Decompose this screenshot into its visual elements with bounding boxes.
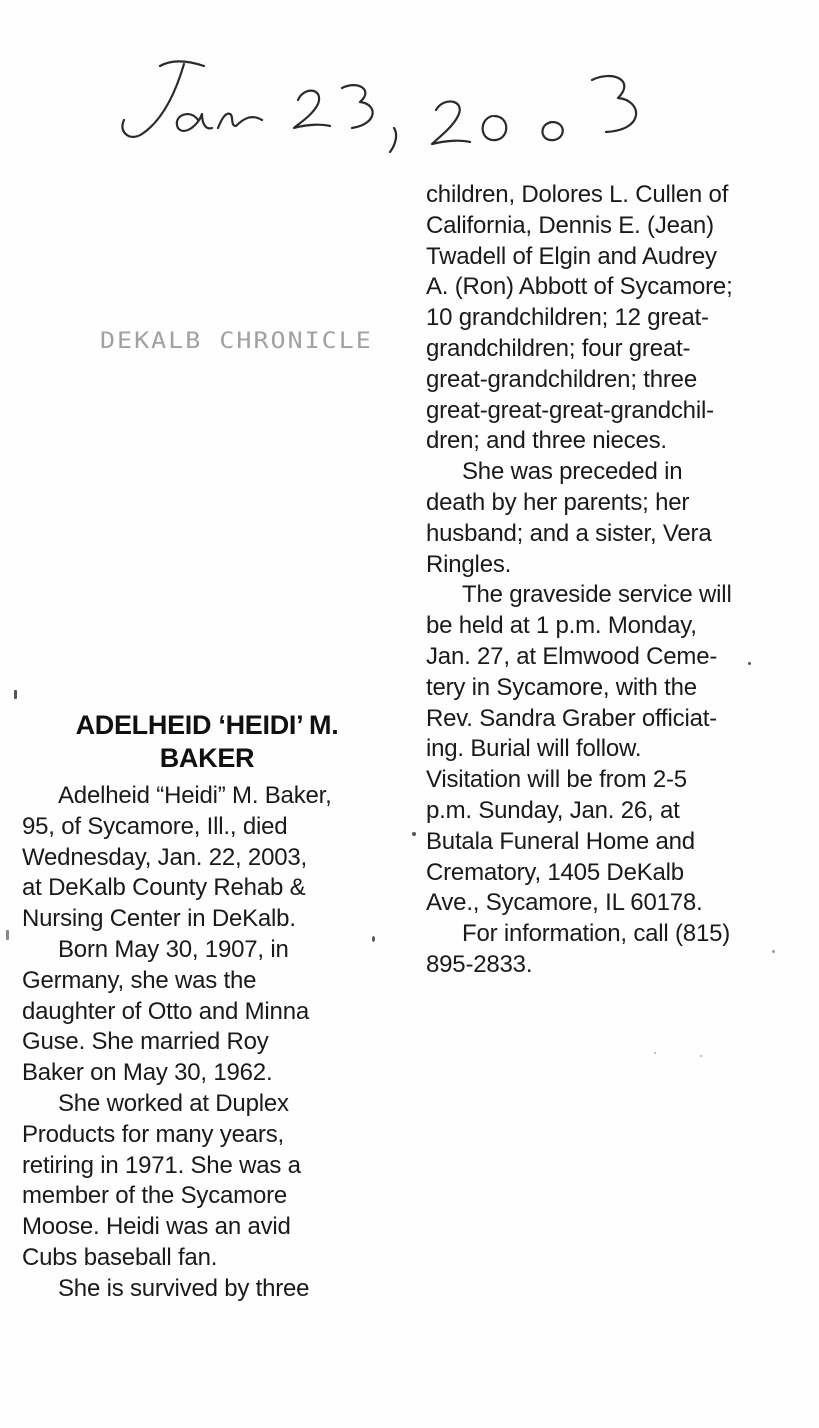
text-line: Visitation will be from 2-5 xyxy=(426,766,687,794)
text-line: Moose. Heidi was an avid xyxy=(22,1213,291,1241)
text-line: Products for many years, xyxy=(22,1120,284,1148)
obituary-right-column xyxy=(426,180,806,981)
text-line: Born May 30, 1907, in xyxy=(58,935,289,963)
text-line: Jan. 27, at Elmwood Ceme- xyxy=(426,642,718,670)
text-line: Twadell of Elgin and Audrey xyxy=(426,242,717,270)
obituary-left-column xyxy=(22,709,392,1305)
text-line: member of the Sycamore xyxy=(22,1182,288,1210)
text-line: Germany, she was the xyxy=(22,966,257,994)
text-line: husband; and a sister, Vera xyxy=(426,519,712,547)
text-line: Baker on May 30, 1962. xyxy=(22,1059,273,1087)
text-line: Nursing Center in DeKalb. xyxy=(22,905,296,933)
text-line: 10 grandchildren; 12 great- xyxy=(426,304,709,332)
text-line: She was preceded in xyxy=(462,458,683,486)
text-line: death by her parents; her xyxy=(426,488,690,516)
text-line: be held at 1 p.m. Monday, xyxy=(426,612,697,640)
text-line: retiring in 1971. She was a xyxy=(22,1151,301,1179)
scan-speck xyxy=(654,1052,656,1054)
text-line: A. (Ron) Abbott of Sycamore; xyxy=(426,273,733,301)
text-line: For information, call (815) xyxy=(462,920,731,948)
handwritten-date xyxy=(112,58,672,158)
scan-speck xyxy=(372,936,375,942)
scan-speck xyxy=(14,690,17,699)
scan-speck xyxy=(700,1055,702,1057)
text-line: great-grandchildren; three xyxy=(426,365,697,393)
headline-line: BAKER xyxy=(159,743,255,773)
text-line: Cubs baseball fan. xyxy=(22,1243,218,1271)
scan-speck xyxy=(6,930,9,940)
text-line: 95, of Sycamore, Ill., died xyxy=(22,812,288,840)
newspaper-stamp: DEKALB CHRONICLE xyxy=(100,327,373,354)
scan-speck xyxy=(412,832,416,836)
text-line: Ringles. xyxy=(426,550,512,578)
text-line: She is survived by three xyxy=(58,1274,310,1302)
text-line: p.m. Sunday, Jan. 26, at xyxy=(426,796,680,824)
text-line: Adelheid “Heidi” M. Baker, xyxy=(58,782,332,809)
handwritten-date-drawing xyxy=(112,58,672,158)
text-line: great-great-great-grandchil- xyxy=(426,396,714,424)
scan-speck xyxy=(772,950,775,953)
text-line: children, Dolores L. Cullen of xyxy=(426,181,729,208)
text-line: dren; and three nieces. xyxy=(426,427,667,455)
text-line: Butala Funeral Home and xyxy=(426,827,695,855)
text-line: The graveside service will xyxy=(462,581,732,609)
text-line: Wednesday, Jan. 22, 2003, xyxy=(22,843,307,871)
text-line: grandchildren; four great- xyxy=(426,334,691,362)
text-line: tery in Sycamore, with the xyxy=(426,673,697,701)
text-line: Guse. She married Roy xyxy=(22,1028,269,1056)
text-line: 895-2833. xyxy=(426,950,533,978)
text-line: She worked at Duplex xyxy=(58,1089,289,1117)
text-line: California, Dennis E. (Jean) xyxy=(426,211,714,239)
text-line: Rev. Sandra Graber officiat- xyxy=(426,704,717,732)
headline-line: ADELHEID ‘HEIDI’ M. xyxy=(75,710,339,740)
obituary-headline xyxy=(22,709,392,775)
text-line: ing. Burial will follow. xyxy=(426,735,642,763)
text-line: at DeKalb County Rehab & xyxy=(22,874,306,902)
text-line: Ave., Sycamore, IL 60178. xyxy=(426,889,703,917)
text-line: daughter of Otto and Minna xyxy=(22,997,309,1025)
text-line: Crematory, 1405 DeKalb xyxy=(426,858,684,886)
scan-speck xyxy=(748,662,751,665)
